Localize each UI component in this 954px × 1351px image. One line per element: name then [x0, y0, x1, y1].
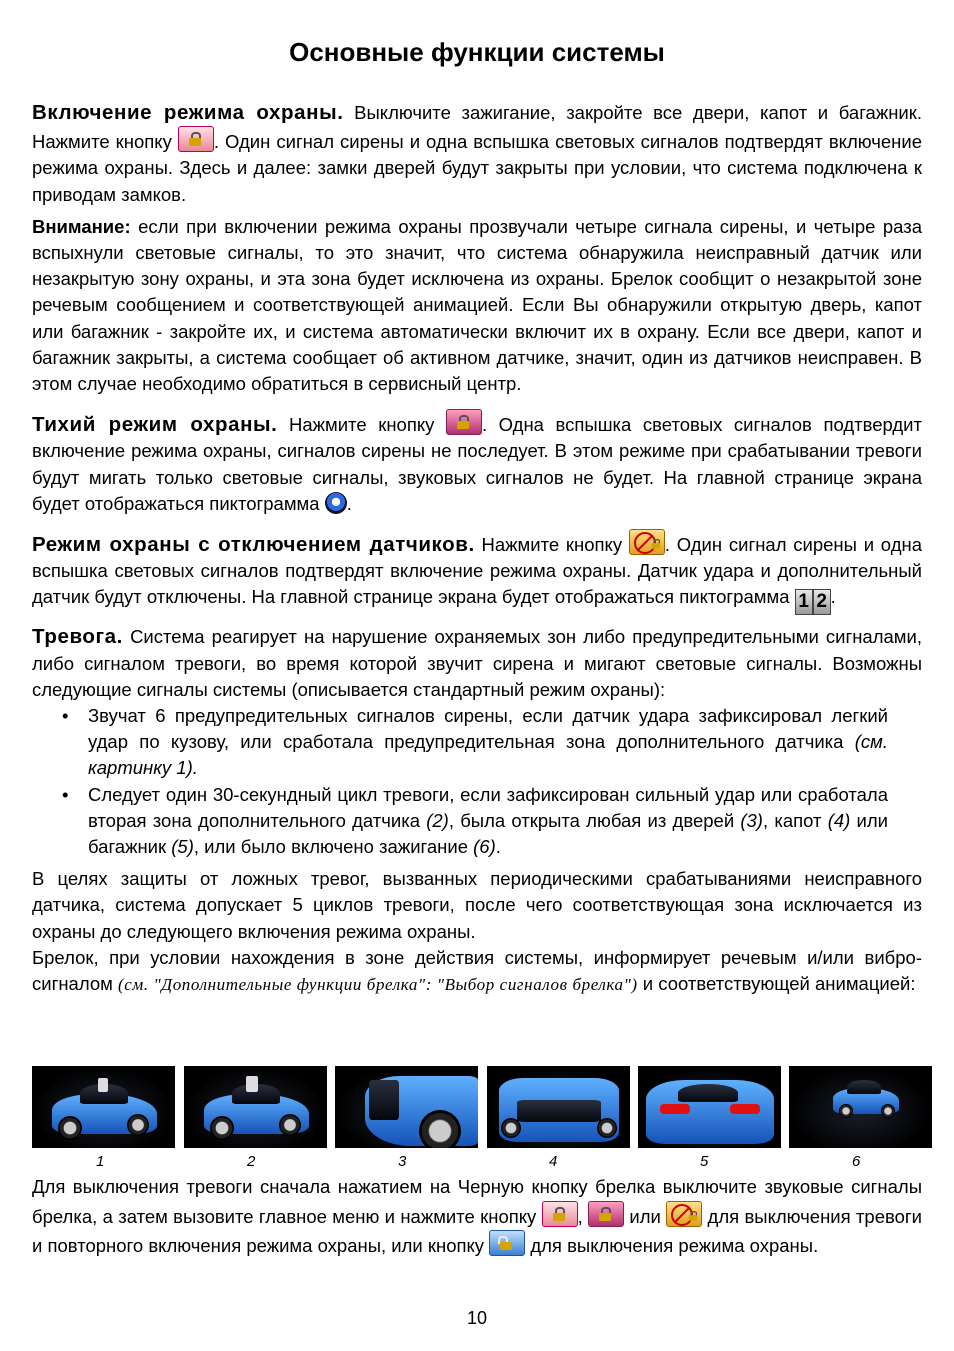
alarm-off-paragraph	[32, 1173, 922, 1260]
animation-frame-6-image	[789, 1066, 932, 1148]
section-silent-heading: Тихий режим охраны.	[32, 413, 278, 437]
ref-3: (3)	[740, 809, 763, 831]
section-sensors-off-text-b: . Один сигнал сирены и одна вспышка световых сигналов подтвердят включение режима охраны. Датчик удара и дополнительный датчик будут отключены. На главной странице экрана будет отображаться пиктограмма	[32, 534, 922, 608]
ref-6: (6)	[473, 836, 496, 858]
alarm-off-text-c: для выключения режима охраны.	[525, 1235, 819, 1256]
list-item-text: .	[495, 836, 501, 858]
page-content	[32, 34, 922, 998]
caption-3: 3	[398, 1153, 407, 1170]
or-text: или	[624, 1205, 667, 1227]
list-item-text: Звучат 6 предупредительных сигналов сирены, если датчик удара зафиксировал легкий удар по кузову, или сработала предупредительная зона дополнительного датчика	[88, 705, 888, 753]
attention-paragraph	[32, 214, 922, 397]
section-silent-text-c: .	[346, 492, 352, 514]
section-sensors-off	[32, 529, 922, 612]
keyfob-paragraph	[32, 945, 922, 998]
caption-4: 4	[549, 1153, 558, 1170]
section-alarm	[32, 624, 922, 703]
alarm-off-text-b: для выключения тревоги и повторного включения режима охраны, или кнопку	[32, 1205, 922, 1256]
ref-5: (5)	[171, 836, 194, 858]
attention-label: Внимание:	[32, 215, 131, 237]
list-item-text: или багажник	[88, 809, 888, 858]
section-arm-text-a: Выключите зажигание, закройте все двери, капот и багажник. Нажмите кнопку	[32, 102, 922, 153]
animation-captions	[32, 1149, 932, 1169]
alarm-off-section	[32, 1173, 922, 1260]
section-sensors-off-heading: Режим охраны с отключением датчиков.	[32, 533, 475, 557]
section-alarm-heading: Тревога.	[32, 625, 123, 649]
sensors-off-button-icon	[666, 1201, 702, 1227]
silent-lock-button-icon	[446, 409, 482, 435]
silent-mode-pictogram-icon	[325, 492, 347, 514]
page-number: 10	[466, 1308, 488, 1328]
pictogram-digit-1: 1	[795, 589, 813, 615]
unlock-button-icon	[489, 1230, 525, 1256]
keyfob-text-a: Брелок, при условии нахождения в зоне действия системы, информирует речевым и/или вибро-сигналом	[32, 946, 922, 995]
section-arm-text-b: . Один сигнал сирены и одна вспышка световых сигналов подтвердят включение режима охраны. Здесь и далее: замки дверей будут закрыты при условии, что система подключена к приводам замков.	[32, 131, 922, 205]
animation-frame-3-image	[335, 1066, 478, 1148]
section-silent-text-b: . Одна вспышка световых сигналов подтвердит включение режима охраны, сигналов сирены не последует. В этом режиме при срабатывании тревоги будут мигать только световые сигналы, звуковых сигналов не будет. На главной странице экрана будет отображаться пиктограмма	[32, 414, 922, 514]
ref-4: (4)	[827, 809, 851, 831]
animation-frame-5-image	[638, 1066, 781, 1148]
caption-1: 1	[96, 1153, 105, 1170]
ref-2: (2)	[426, 809, 449, 831]
section-alarm-text: Система реагирует на нарушение охраняемых зон либо предупредительными сигналами, либо сигналом тревоги, во время которой звучит сирена и мигают световые сигналы. Возможны следующие сигналы системы (описывается стандартный режим охраны):	[32, 626, 922, 700]
sensors-off-button-icon	[629, 529, 665, 555]
silent-lock-button-icon	[588, 1201, 624, 1227]
caption-5: 5	[700, 1153, 709, 1170]
lock-button-icon	[178, 126, 214, 152]
animation-frame-1-image	[32, 1066, 175, 1148]
list-item	[32, 703, 888, 782]
sensors-off-pictogram-icon	[795, 588, 831, 612]
section-arm	[32, 100, 922, 208]
list-item	[32, 782, 888, 861]
alarm-off-text-a: Для выключения тревоги сначала нажатием на Черную кнопку брелка выключите звуковые сигналы брелка, а затем вызовите главное меню и нажмите кнопку	[32, 1176, 922, 1227]
section-arm-heading: Включение режима охраны.	[32, 101, 344, 124]
list-item-text: Следует один 30-секундный цикл тревоги, если зафиксирован сильный удар или сработала вторая зона дополнительного датчика	[88, 783, 888, 831]
bullet: •	[62, 783, 69, 805]
separator: ,	[577, 1205, 589, 1227]
caption-2: 2	[247, 1153, 256, 1170]
animation-frame-2-image	[184, 1066, 327, 1148]
pictogram-digit-2: 2	[813, 589, 831, 615]
attention-text: если при включении режима охраны прозвучали четыре сигнала сирены, и четыре раза вспыхнули световые сигналы, то это значит, что система обнаружила неисправный датчик или незакрытую зону охраны, и эта зона будет исключена из охраны. Брелок сообщит о незакрытой зоне речевым сообщением и соответствующей анимацией. Если Вы обнаружили открытую дверь, капот или багажник - закройте их, и система автоматически включит их в охрану. Если все двери, капот и багажник закрыты, а система сообщает об активном датчике, значит, один из датчиков неисправен. В этом случае необходимо обратиться в сервисный центр.	[32, 215, 922, 395]
list-item-text: , или было включено зажигание	[193, 836, 474, 858]
animation-frame-4-image	[487, 1066, 630, 1148]
bullet: •	[62, 705, 69, 727]
page-title: Основные функции системы	[289, 37, 665, 67]
caption-6: 6	[852, 1153, 861, 1170]
lock-button-icon	[542, 1201, 578, 1227]
keyfob-ref: (см. "Дополнительные функции брелка": "Выбор сигналов брелка")	[118, 975, 638, 995]
false-alarm-paragraph: В целях защиты от ложных тревог, вызванных периодическими срабатываниями неисправного датчика, система допускает 5 циклов тревоги, после чего соответствующая зона исключается из охраны до следующего включения режима охраны.	[32, 868, 922, 942]
section-sensors-off-text-a: Нажмите кнопку	[474, 534, 629, 556]
alarm-signals-list	[32, 703, 922, 860]
section-silent	[32, 409, 922, 517]
list-item-text: , была открыта любая из дверей	[448, 809, 741, 831]
animation-gallery	[32, 1066, 932, 1148]
list-item-text: , капот	[762, 809, 828, 831]
keyfob-text-b: и соответствующей анимацией:	[637, 973, 916, 995]
section-silent-text-a: Нажмите кнопку	[277, 414, 446, 436]
list-item-ref: (см. картинку 1).	[88, 731, 888, 779]
section-sensors-off-text-c: .	[830, 586, 836, 608]
